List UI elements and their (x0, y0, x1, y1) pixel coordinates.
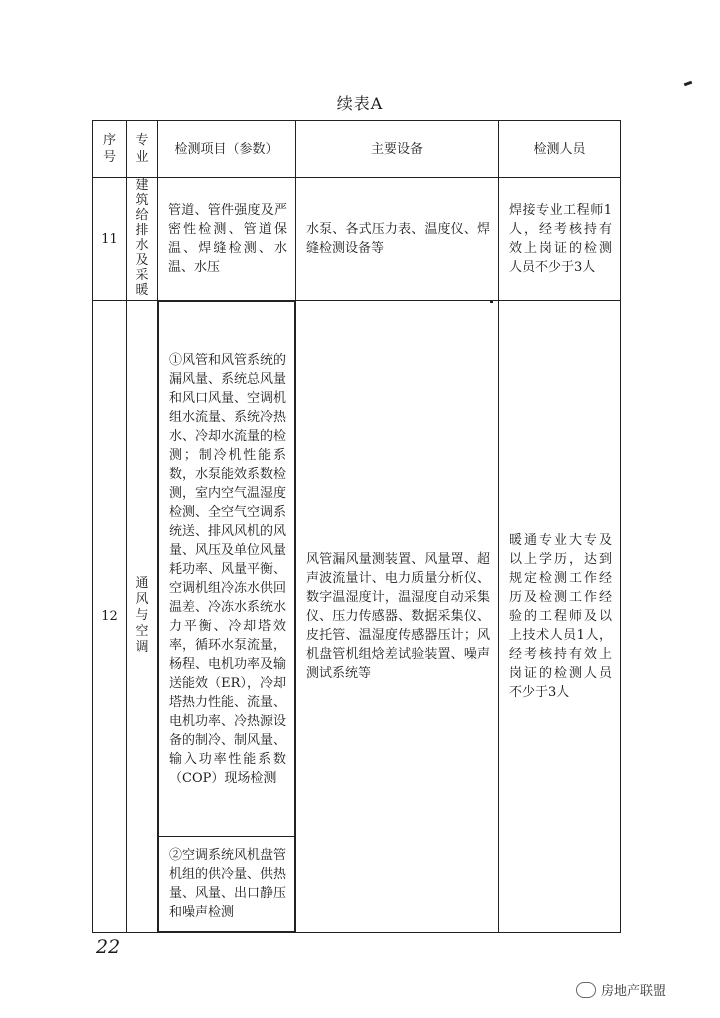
header-equipment: 主要设备 (296, 121, 499, 178)
scan-speck (490, 300, 493, 303)
row-equipment: 风管漏风量测装置、风量罩、超声波流量计、电力质量分析仪、数字温湿度计，温湿度自动采集仪、压力传感器、数据采集仪、皮托管、温湿度传感器压计；风机盘管机组焓差试验装置、噪声测试系统等 (296, 301, 499, 933)
watermark-text: 房地产联盟 (601, 984, 667, 999)
param-item: 管道、管件强度及严密性检测、管道保温、焊缝检测、水温、水压 (168, 203, 287, 275)
row-equipment: 水泵、各式压力表、温度仪、焊缝检测设备等 (296, 178, 499, 301)
wechat-chat-icon (576, 982, 596, 998)
header-staff: 检测人员 (499, 121, 621, 178)
row-index: 12 (93, 301, 127, 933)
inspection-table (92, 120, 621, 933)
table-row (93, 301, 621, 933)
watermark (576, 980, 666, 999)
param-item: ①风管和风管系统的漏风量、系统总风量和风口风量、空调机组水流量、系统冷热水、冷却水流量的检测；制冷机性能系数，水泵能效系数检测，室内空气温湿度检测、全空气空调系统送、排风风机的风量、风压及单位风量耗功率、风量平衡、空调机组冷冻水供回温差、冷冻水系统水力平衡、冷却塔效率，循环水泵流量，杨程、电机功率及输送能效（ER），冷却塔热力性能、流量、电机功率、冷热源设备的制冷、制风量、输入功率性能系数（COP）现场检测 (169, 352, 287, 786)
table-caption: 续表A (336, 94, 384, 113)
row-specialty: 通风与空调 (127, 301, 158, 933)
header-index: 序号 (93, 121, 127, 178)
header-params: 检测项目（参数） (158, 121, 296, 178)
row-params (158, 178, 296, 301)
row-index: 11 (93, 178, 127, 301)
row-specialty: 建筑给排水及采暖 (127, 178, 158, 301)
header-row (93, 121, 621, 178)
page-number: 22 (96, 936, 121, 958)
row-params (158, 301, 296, 933)
header-specialty: 专业 (127, 121, 158, 178)
table-row (93, 178, 621, 301)
scan-speck (684, 81, 693, 87)
param-item: ②空调系统风机盘管机组的供冷量、供热量、风量、出口静压和噪声检测 (169, 848, 287, 920)
row-staff: 焊接专业工程师1人，经考核持有效上岗证的检测人员不少于3人 (499, 178, 621, 301)
row-staff: 暖通专业大专及以上学历，达到规定检测工作经历及检测工作经验的工程师及以上技术人员1人，经考核持有效上岗证的检测人员不少于3人 (499, 301, 621, 933)
